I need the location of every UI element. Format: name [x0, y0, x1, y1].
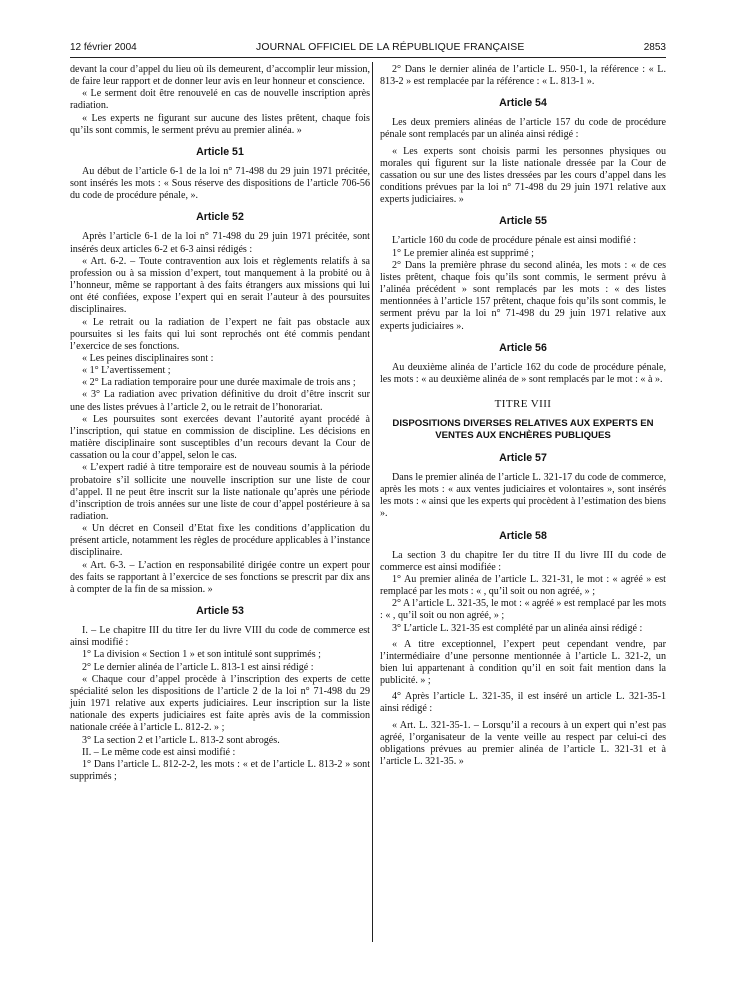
- paragraph: I. – Le chapitre III du titre Ier du livre VIII du code de commerce est ainsi modifié :: [70, 625, 370, 649]
- paragraph: 2° Dans la première phrase du second alinéa, les mots : « de ces listes prêtent, chaque fois qu’ils sont commis, le serment prévu à l’alinéa précédent » sont remplacés par les mots : « des listes mentionnées à l’article 157 prêtent, chaque fois qu’ils sont commis, le serment prévu par la loi n° 71-498 du 29 juin 1971 relative aux experts judiciaires ».: [380, 259, 666, 332]
- paragraph: « 2° La radiation temporaire pour une durée maximale de trois ans ;: [82, 377, 356, 389]
- paragraph: 1° Au premier alinéa de l’article L. 321-31, le mot : « agréé » est remplacé par les mots : « , qu’il soit ou non agréé, » ;: [380, 573, 666, 598]
- paragraph: Au deuxième alinéa de l’article 162 du code de procédure pénale, les mots : « au deuxième alinéa de » sont remplacés par le mot : « à ».: [380, 361, 666, 385]
- paragraph: « Chaque cour d’appel procède à l’inscription des experts de cette spécialité selon les dispositions de l’article 2 de la loi n° 71-498 du 29 juin 1971 relative aux experts judiciaires. Leur inscription sur la liste nationale des experts judiciaires est faite après avis de la commission nationale créée à l’article L. 812-2. » ;: [70, 673, 370, 734]
- paragraph: La section 3 du chapitre Ier du titre II du livre III du code de commerce est ainsi modifiée :: [380, 549, 666, 573]
- paragraph: « Le retrait ou la radiation de l’expert ne fait pas obstacle aux poursuites si les faits qui lui sont reprochés ont été commis pendant l’exercice de ses fonctions.: [70, 316, 370, 352]
- paragraph: « A titre exceptionnel, l’expert peut cependant vendre, par l’intermédiaire d’une personne mentionnée à l’article L. 321-2, un bien lui appartenant à condition qu’il en soit fait mention dans la publicité. » ;: [380, 638, 666, 687]
- right-column: [380, 64, 666, 768]
- paragraph: 3° La section 2 et l’article L. 813-2 sont abrogés.: [82, 734, 280, 746]
- article-51-heading: Article 51: [196, 145, 244, 158]
- paragraph: 1° La division « Section 1 » et son intitulé sont supprimés ;: [82, 649, 321, 661]
- titre-heading: TITRE VIII: [494, 397, 552, 410]
- paragraph: « Les peines disciplinaires sont :: [82, 352, 214, 364]
- article-54-heading: Article 54: [499, 97, 547, 110]
- left-column: [70, 64, 370, 783]
- paragraph: « L’expert radié à titre temporaire est de nouveau soumis à la période probatoire s’il sollicite une nouvelle inscription sur une liste de cour d’appel. Il ne peut être inscrit sur la liste nationale qu’après une période d’inscription de trois années sur une liste de cour d’appel postérieure à sa radiation.: [70, 462, 370, 522]
- article-57-heading: Article 57: [499, 451, 547, 464]
- paragraph: 2° Le dernier alinéa de l’article L. 813-1 est ainsi rédigé :: [82, 661, 314, 673]
- paragraph: Les deux premiers alinéas de l’article 157 du code de procédure pénale sont remplacés par un alinéa ainsi rédigé :: [380, 117, 666, 141]
- paragraph: « Les experts sont choisis parmi les personnes physiques ou morales qui figurent sur la liste nationale dressée par la Cour de cassation ou sur une des listes dressées par les cours d’appel dans les conditions prévues par la loi n° 71-498 du 29 juin 1971 relative aux experts judiciaires. »: [380, 145, 666, 206]
- paragraph: devant la cour d’appel du lieu où ils demeurent, d’accomplir leur mission, de faire leur rapport et de donner leur avis en leur honneur et conscience.: [70, 64, 370, 88]
- paragraph: « Un décret en Conseil d’Etat fixe les conditions d’application du présent article, notamment les règles de procédure applicables à l’instance disciplinaire.: [70, 523, 370, 559]
- header-page-number: 2853: [643, 41, 666, 53]
- paragraph: Après l’article 6-1 de la loi n° 71-498 du 29 juin 1971 précitée, sont insérés deux articles 6-2 et 6-3 ainsi rédigés :: [70, 231, 370, 255]
- paragraph: 1° Le premier alinéa est supprimé ;: [392, 247, 534, 259]
- header-date: 12 février 2004: [70, 41, 137, 53]
- paragraph: Au début de l’article 6-1 de la loi n° 71-498 du 29 juin 1971 précitée, sont insérés les mots : « Sous réserve des dispositions de l’article 706-56 du code de procédure pénale, ».: [70, 165, 370, 202]
- header-rule: [70, 57, 666, 58]
- article-58-heading: Article 58: [499, 529, 547, 542]
- paragraph: L’article 160 du code de procédure pénale est ainsi modifié :: [392, 235, 637, 247]
- paragraph: « Art. 6-2. – Toute contravention aux lois et règlements relatifs à sa profession ou à sa mission d’expert, tout manquement à la probité ou à l’honneur, même se rapportant à des faits étrangers aux missions qui lui ont été confiées, expose l’expert qui en serait l’auteur à des poursuites disciplinaires.: [70, 255, 370, 316]
- column-divider: [372, 62, 373, 942]
- titre-subtitle: DISPOSITIONS DIVERSES RELATIVES AUX EXPERTS EN VENTES AUX ENCHÈRES PUBLIQUES: [392, 417, 654, 441]
- paragraph: « 3° La radiation avec privation définitive du droit d’être inscrit sur une des listes prévues à l’article 2, ou le retrait de l’honorariat.: [70, 389, 370, 413]
- paragraph: 2° Dans le dernier alinéa de l’article L. 950-1, la référence : « L. 813-2 » est remplacée par la référence : « L. 813-1 ».: [380, 64, 666, 88]
- article-52-heading: Article 52: [196, 211, 244, 224]
- paragraph: « Les poursuites sont exercées devant l’autorité ayant procédé à l’inscription, qui statue en commission de discipline. Les décisions en matière disciplinaire sont susceptibles d’un recours devant la Cour de cassation ou la cour d’appel, selon le cas.: [70, 413, 370, 462]
- paragraph: 2° A l’article L. 321-35, le mot : « agréé » est remplacé par les mots : « , qu’il soit ou non agréé, » ;: [380, 598, 666, 622]
- paragraph: 4° Après l’article L. 321-35, il est inséré un article L. 321-35-1 ainsi rédigé :: [380, 691, 666, 715]
- paragraph: « Art. 6-3. – L’action en responsabilité dirigée contre un expert pour des faits se rapportant à l’exercice de ses fonctions se prescrit par dix ans à compter de la fin de sa mission. »: [70, 559, 370, 595]
- paragraph: 3° L’article L. 321-35 est complété par un alinéa ainsi rédigé :: [392, 622, 643, 634]
- header-title: JOURNAL OFFICIEL DE LA RÉPUBLIQUE FRANÇAISE: [256, 41, 525, 53]
- paragraph: « 1° L’avertissement ;: [82, 365, 171, 377]
- paragraph: « Le serment doit être renouvelé en cas de nouvelle inscription après radiation.: [70, 88, 370, 112]
- paragraph: II. – Le même code est ainsi modifié :: [82, 746, 236, 758]
- page-header: [70, 38, 666, 56]
- article-56-heading: Article 56: [499, 341, 547, 354]
- paragraph: 1° Dans l’article L. 812-2-2, les mots : « et de l’article L. 813-2 » sont supprimés ;: [70, 758, 370, 782]
- article-53-heading: Article 53: [196, 605, 244, 618]
- paragraph: « Art. L. 321-35-1. – Lorsqu’il a recours à un expert qui n’est pas agréé, l’organisateur de la vente veille au respect par celui-ci des obligations prévues au premier alinéa de l’article L. 321-31 et à l’article L. 321-35. »: [380, 719, 666, 768]
- article-55-heading: Article 55: [499, 215, 547, 228]
- paragraph: Dans le premier alinéa de l’article L. 321-17 du code de commerce, après les mots : « aux ventes judiciaires et volontaires », sont insérés les mots : « ainsi que les experts qui procèdent à l’estimation des biens ».: [380, 471, 666, 520]
- paragraph: « Les experts ne figurant sur aucune des listes prêtent, chaque fois qu’ils sont commis, le serment prévu au premier alinéa. »: [70, 112, 370, 136]
